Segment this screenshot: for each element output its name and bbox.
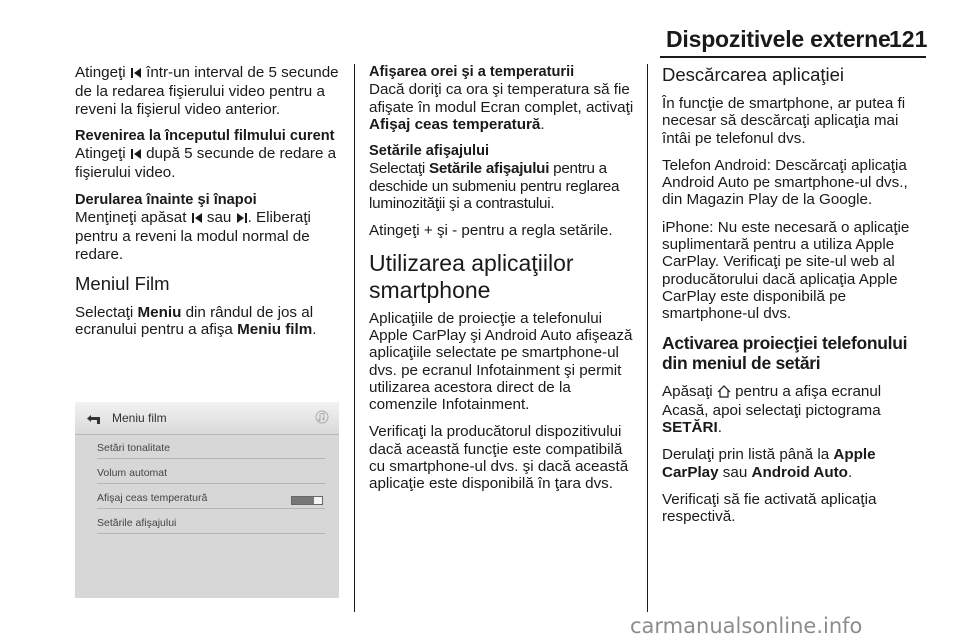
screen-title-bar	[75, 402, 339, 435]
subheading: Afişarea orei şi a temperaturii	[369, 64, 575, 80]
section-heading: Descărcarea aplicaţiei	[662, 64, 845, 85]
music-note-icon	[315, 410, 329, 429]
paragraph: Apăsaţi pentru a afişa ecranul Acasă, apoi selectaţi pictograma SETĂRI.	[662, 382, 882, 437]
paragraph: Aplicaţiile de proiecţie a telefonului Apple CarPlay şi Android Auto afişează aplicaţiile selectate pe smartphone-ul dvs. pe ecranul Infotainment şi permit utilizarea acestora direct de la comenzile Infotainment.	[369, 309, 633, 414]
paragraph: Atingeţi într-un interval de 5 secunde de la redarea fişierului video pentru a reveni la fişierul video anterior.	[75, 64, 339, 118]
paragraph: Verificaţi să fie activată aplicaţia respectivă.	[662, 491, 877, 526]
paragraph: iPhone: Nu este necesară o aplicaţie suplimentară pentru a utiliza Apple CarPlay. Verificaţi pe site-ul web al producătorului dacă aplicaţia Apple CarPlay este disponibilă pe smartphone-ul dvs.	[662, 218, 910, 323]
skip-back-icon	[130, 66, 142, 83]
paragraph: Telefon Android: Descărcaţi aplicaţia Android Auto pe smartphone-ul dvs., din Magazin Play de la Google.	[662, 156, 908, 209]
menu-item: Afişaj ceas temperatură	[97, 484, 325, 509]
chapter-heading: Utilizarea aplicaţiilor smartphone	[369, 249, 574, 303]
screen-menu-list	[97, 434, 325, 534]
running-header-title: Dispozitivele externe	[666, 26, 891, 52]
column-divider	[647, 64, 648, 612]
skip-back-icon	[191, 211, 203, 228]
menu-item: Setări tonalitate	[97, 434, 325, 459]
column-divider	[354, 64, 355, 612]
home-icon	[717, 385, 731, 402]
subheading: Setările afişajului	[369, 143, 490, 160]
paragraph: Verificaţi la producătorul dispozitivului dacă această funcţie este compatibilă cu smartphone-ul dvs. şi dacă această aplicaţie este disponibilă în ţara dvs.	[369, 423, 629, 493]
screen-title: Meniu film	[112, 411, 167, 425]
skip-forward-icon	[236, 211, 248, 228]
column-2	[369, 64, 635, 503]
watermark: carmanualsonline.info	[630, 614, 863, 638]
paragraph: Selectaţi Meniu din rândul de jos al ecranului pentru a afişa Meniu film.	[75, 303, 317, 339]
menu-item: Volum automat	[97, 459, 325, 484]
paragraph: Menţineţi apăsat sau . Eliberaţi pentru a reveni la modul normal de redare.	[75, 209, 311, 263]
subheading: Derularea înainte şi înapoi	[75, 191, 257, 208]
column-1	[75, 64, 347, 349]
page-number: 121	[889, 26, 928, 52]
paragraph: Atingeţi după 5 secunde de redare a fişierului video.	[75, 145, 337, 182]
paragraph: Atingeţi + şi - pentru a regla setările.	[369, 222, 613, 240]
skip-back-icon	[130, 147, 142, 164]
menu-screenshot	[75, 402, 339, 598]
toggle-switch	[291, 496, 323, 505]
paragraph: Derulaţi prin listă până la Apple CarPlay sau Android Auto.	[662, 446, 876, 481]
paragraph: În funcţie de smartphone, ar putea fi necesar să descărcaţi aplicaţia mai întâi pe telefonul dvs.	[662, 95, 906, 147]
header-rule	[660, 56, 926, 58]
section-heading: Meniul Film	[75, 272, 170, 294]
subheading: Revenirea la începutul filmului curent	[75, 127, 335, 144]
menu-item: Setările afişajului	[97, 509, 325, 534]
paragraph: Dacă doriţi ca ora şi temperatura să fie afişate în modul Ecran complet, activaţi Afişaj ceas temperatură.	[369, 81, 634, 133]
column-3	[662, 64, 928, 536]
section-heading: Activarea proiecţiei telefonului din meniul de setări	[662, 332, 908, 373]
back-arrow-icon	[87, 412, 101, 430]
paragraph: Selectaţi Setările afişajului pentru a deschide un submeniu pentru reglarea luminozităţii şi a contrastului.	[369, 160, 620, 213]
